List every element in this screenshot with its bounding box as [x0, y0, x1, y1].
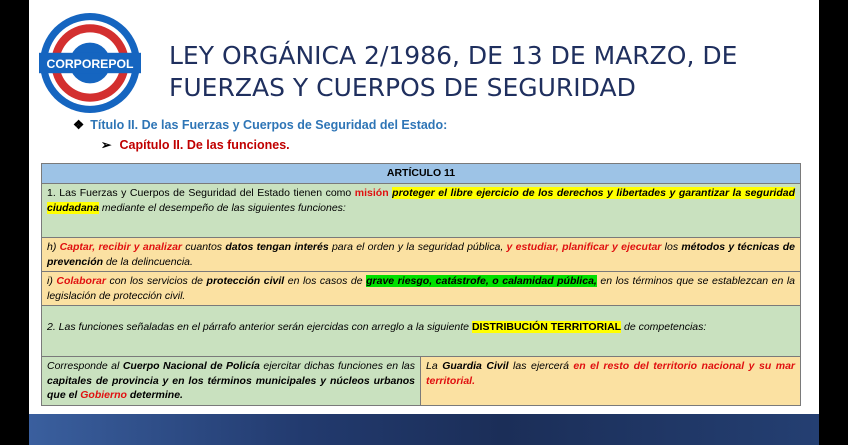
bullet-titulo-text: Título II. De las Fuerzas y Cuerpos de Seguridad del Estado: [90, 118, 448, 132]
bullet-capitulo [101, 137, 290, 152]
bullet-titulo [73, 117, 447, 132]
slide [29, 0, 819, 445]
function-h: h) Captar, recibir y analizar cuantos datos tengan interés para el orden y la seguridad pública, y estudiar, planificar y ejecutar los métodos y técnicas de prevención de la delincuencia. [42, 238, 801, 272]
diamond-bullet-icon: ❖ [73, 118, 85, 132]
title-line-2: FUERZAS Y CUERPOS DE SEGURIDAD [169, 73, 636, 102]
paragraph-1: 1. Las Fuerzas y Cuerpos de Seguridad del Estado tienen como misión proteger el libre ejercicio de los derechos y libertades y garantizar la seguridad ciudadana mediante el desempeño de las siguientes funciones: [42, 184, 801, 238]
corporepol-logo [39, 12, 141, 114]
page-title [169, 40, 799, 104]
distribucion-cnp: Corresponde al Cuerpo Nacional de Policía ejercitar dichas funciones en las capitales de provincia y en los términos municipales y núcleos urbanos que el Gobierno determine. [42, 357, 421, 406]
bullet-capitulo-text: Capítulo II. De las funciones. [119, 138, 290, 152]
table-header: ARTÍCULO 11 [42, 164, 801, 184]
logo-text: CORPOREPOL [46, 57, 134, 72]
footer-band [29, 414, 819, 445]
function-i: i) Colaborar con los servicios de protección civil en los casos de grave riesgo, catástrofe, o calamidad pública, en los términos que se establezcan en la legislación de protección civil. [42, 272, 801, 306]
distribucion-guardia-civil: La Guardia Civil las ejercerá en el resto del territorio nacional y su mar territorial. [421, 357, 801, 406]
title-line-1: LEY ORGÁNICA 2/1986, DE 13 DE MARZO, DE [169, 41, 738, 70]
articulo-table [41, 163, 801, 406]
arrow-bullet-icon: ➢ [101, 138, 112, 152]
paragraph-2: 2. Las funciones señaladas en el párrafo anterior serán ejercidas con arreglo a la siguiente DISTRIBUCIÓN TERRITORIAL de competencias: [42, 306, 801, 357]
